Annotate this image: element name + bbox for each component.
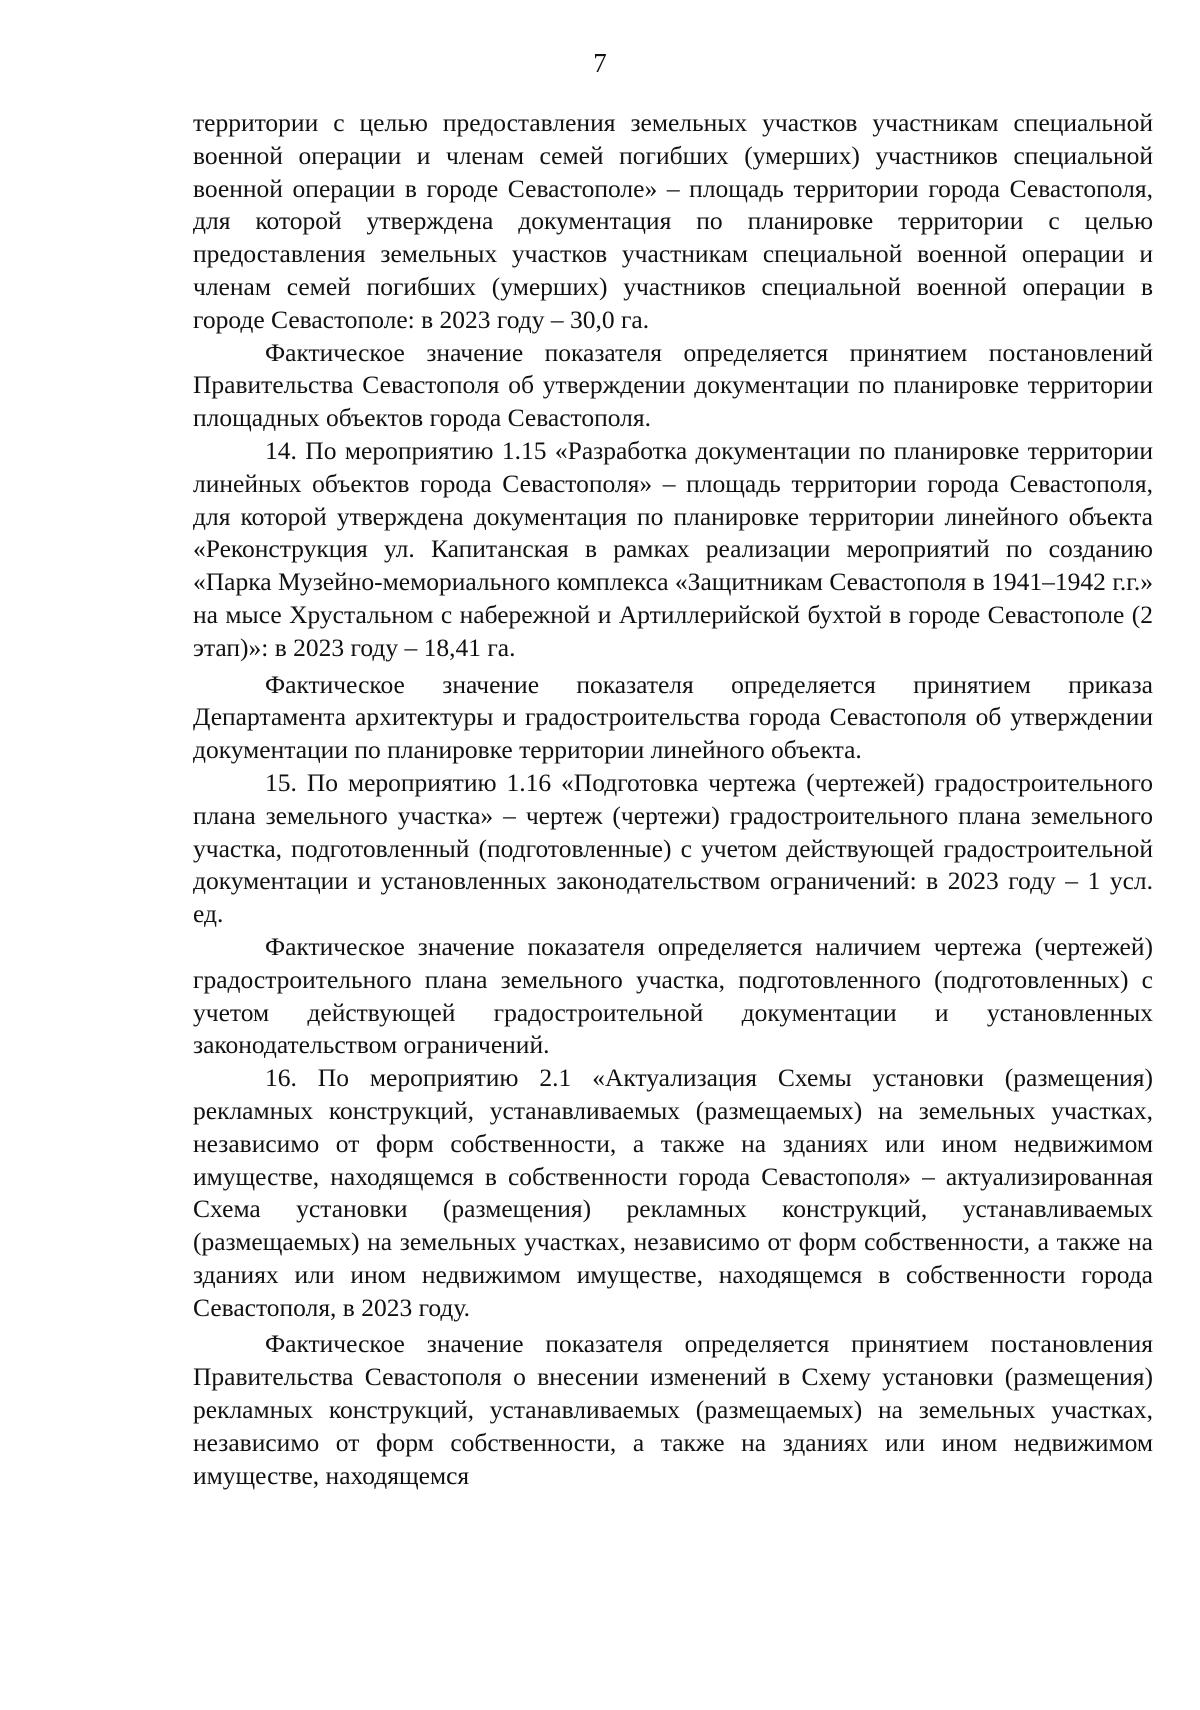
page-number: 7 [593, 48, 607, 78]
paragraph-item-16: 16. По мероприятию 2.1 «Актуализация Схемы установки (размещения) рекламных конструкций, устанавливаемых (размещаемых) на земельных участках, независимо от форм собственности, а также на зданиях или ином недвижимом имуществе, находящемся в собственности города Севастополя» – актуализированная Схема установки (размещения) рекламных конструкций, устанавливаемых (размещаемых) на земельных участках, независимо от форм собственности, а также на зданиях или ином недвижимом имуществе, находящемся в собственности города Севастополя, в 2023 году. [193, 1063, 1153, 1322]
paragraph-item-15: 15. По мероприятию 1.16 «Подготовка чертежа (чертежей) градостроительного плана земельного участка» – чертеж (чертежи) градостроительного плана земельного участка, подготовленный (подготовленные) с учетом действующей градостроительной документации и установленных законодательством ограничений: в 2023 году – 1 усл. ед. [193, 767, 1153, 929]
paragraph-fact-value-2: Фактическое значение показателя определяется принятием приказа Департамента архитектуры и градостроительства города Севастополя об утверждении документации по планировке территории линейного объекта. [193, 669, 1153, 765]
paragraph-fact-value-1: Фактическое значение показателя определяется принятием постановлений Правительства Севастополя об утверждении документации по планировке территории площадных объектов города Севастополя. [193, 337, 1153, 433]
document-body [193, 107, 1153, 1492]
paragraph-item-14: 14. По мероприятию 1.15 «Разработка документации по планировке территории линейных объектов города Севастополя» – площадь территории города Севастополя, для которой утверждена документация по планировке территории линейного объекта «Реконструкция ул. Капитанская в рамках реализации мероприятий по созданию «Парка Музейно-мемориального комплекса «Защитникам Севастополя в 1941–1942 г.г.» на мысе Хрустальном с набережной и Артиллерийской бухтой в городе Севастополе (2 этап)»: в 2023 году – 18,41 га. [193, 435, 1153, 662]
paragraph-continuation: территории с целью предоставления земельных участков участникам специальной военной операции и членам семей погибших (умерших) участников специальной военной операции в городе Севастополе» – площадь территории города Севастополя, для которой утверждена документация по планировке территории с целью предоставления земельных участков участникам специальной военной операции и членам семей погибших (умерших) участников специальной военной операции в городе Севастополе: в 2023 году – 30,0 га. [193, 108, 1153, 334]
paragraph-fact-value-3: Фактическое значение показателя определяется наличием чертежа (чертежей) градостроительного плана земельного участка, подготовленного (подготовленных) с учетом действующей градостроительной документации и установленных законодательством ограничений. [193, 931, 1153, 1060]
paragraph-fact-value-4: Фактическое значение показателя определяется принятием постановления Правительства Севастополя о внесении изменений в Схему установки (размещения) рекламных конструкций, устанавливаемых (размещаемых) на земельных участках, независимо от форм собственности, а также на зданиях или ином недвижимом имуществе, находящемся [193, 1329, 1153, 1490]
